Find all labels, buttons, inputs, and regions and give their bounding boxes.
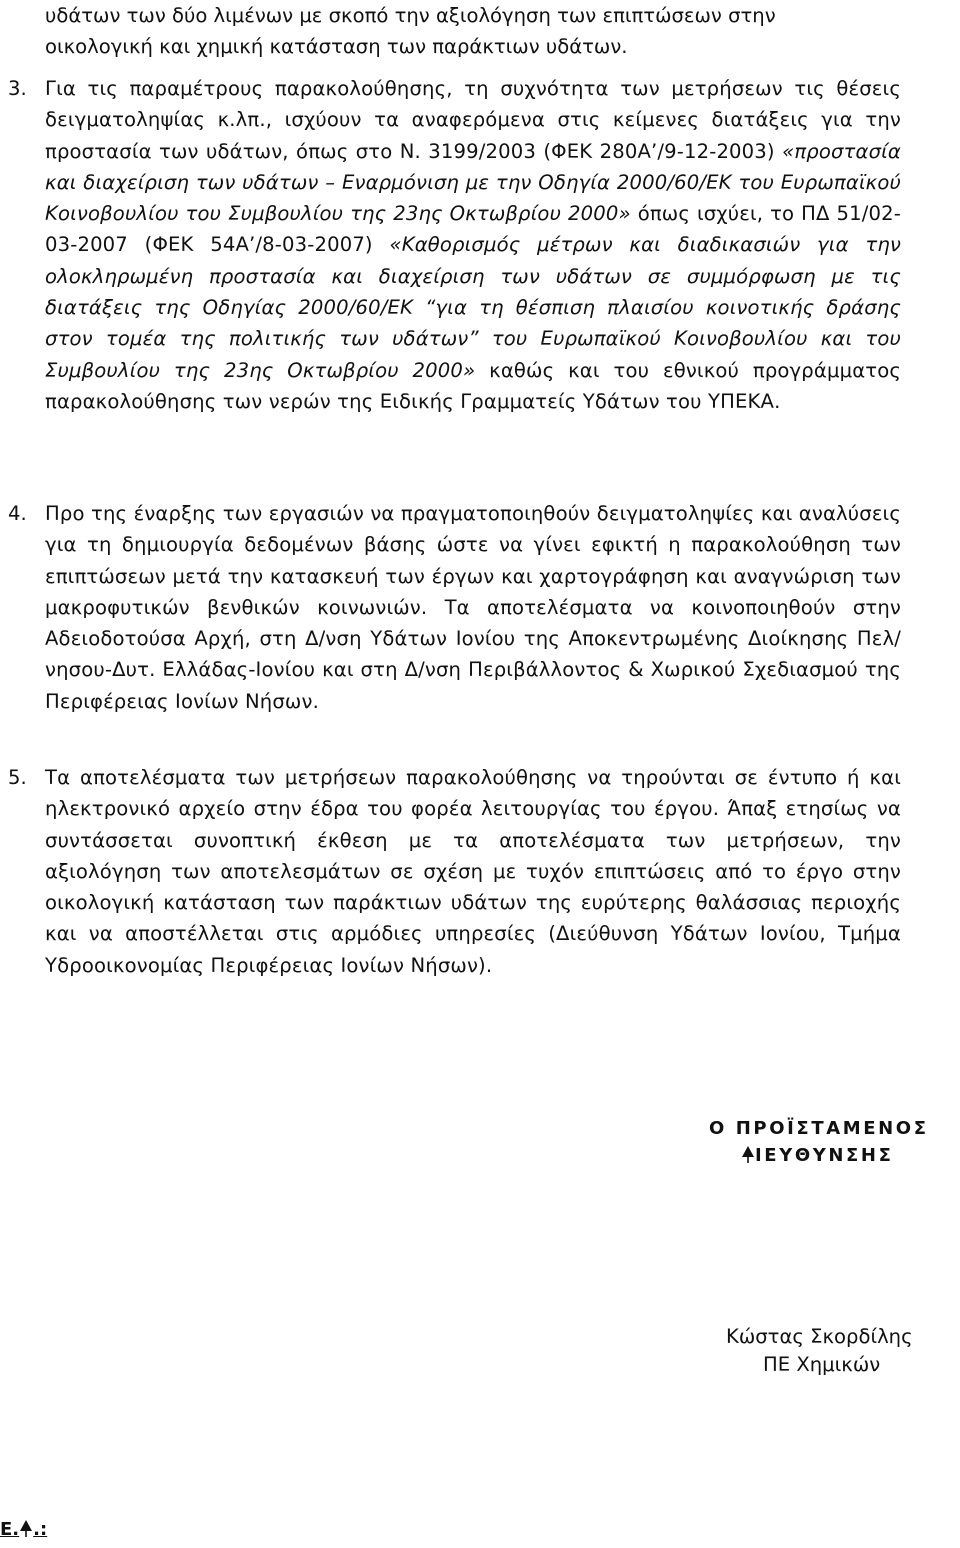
item-3-text-b: όπως ισχύει, το ΠΔ 51/02-03-2007 (ΦΕΚ 54Α’/8-03-2007) <box>45 202 901 257</box>
item-5-paragraph: Τα αποτελέσματα των μετρήσεων παρακολούθησης να τηρούνται σε έντυπο ή και ηλεκτρονικό αρχείο στην έδρα του φορέα λειτουργίας του έργου. Άπαξ ετησίως να συντάσσεται συνοπτική έκθεση με τα αποτελέσματα των μετρήσεων, την αξιολόγηση των αποτελεσμάτων σε σχέση με τυχόν επιπτώσεις από το έργο στην οικολογική κατάσταση των παράκτιων υδάτων της ευρύτερης θαλάσσιας περιοχής και να αποστέλλεται στις αρμόδιες υπηρεσίες (Διεύθυνση Υδάτων Ιονίου, Τμήμα Υδροοικονομίας Περιφέρειας Ιονίων Νήσων). <box>45 766 901 977</box>
delta-glyph-icon <box>19 1520 33 1537</box>
footer-abbreviation-suffix: .: <box>33 1519 48 1540</box>
continuation-line-1: υδάτων των δύο λιμένων με σκοπό την αξιολόγηση των επιπτώσεων στην <box>45 4 776 27</box>
signatory-role: ΠΕ Χημικών <box>763 1353 881 1376</box>
signature-title-line-2-text: ΙΕΥΘΥΝΣΗΣ <box>755 1145 894 1166</box>
footer-abbreviation <box>0 1519 47 1540</box>
item-3-line-2: θέσεις δειγματοληψίας κ.λπ., ισχύουν τα αναφερόμενα στις κείμενες <box>45 77 901 132</box>
item-3-text-a: διατάξεις για την προστασία των υδάτων, όπως στο Ν. 3199/2003 (ΦΕΚ 280Α’/9-12-2003) <box>45 108 901 163</box>
item-3-line-1: Για τις παραμέτρους παρακολούθησης, τη συχνότητα των μετρήσεων τις <box>45 77 825 100</box>
item-4-number: 4. <box>8 502 27 525</box>
signature-title-line-2 <box>741 1145 893 1166</box>
item-3-paragraph <box>45 73 901 417</box>
signature-title-line-1: Ο ΠΡΟΪΣΤΑΜΕΝΟΣ <box>709 1118 929 1139</box>
item-3-law-title: «προστασία και διαχείριση των υδάτων – Εναρμόνιση με την Οδηγία 2000/60/ΕΚ του Ευρωπαϊκού Κοινοβουλίου του Συμβουλίου της 23ης Οκτωβρίου 2000» <box>45 139 901 226</box>
item-3-number: 3. <box>8 77 27 100</box>
item-4-paragraph: Προ της έναρξης των εργασιών να πραγματοποιηθούν δειγματοληψίες και αναλύσεις για τη δημιουργία δεδομένων βάσης ώστε να γίνει εφικτή η παρακολούθηση των επιπτώσεων μετά την κατασκευή των έργων και χαρτογράφηση και αναγνώριση των μακροφυτικών βενθικών κοινωνιών. Τα αποτελέσματα να κοινοποιηθούν στην Αδειοδοτούσα Αρχή, στη Δ/νση Υδάτων Ιονίου της Αποκεντρωμένης Διοίκησης Πελ/νησου-Δυτ. Ελλάδας-Ιονίου και στη Δ/νση Περιβάλλοντος & Χωρικού Σχεδιασμού της Περιφέρειας Ιονίων Νήσων. <box>45 502 901 713</box>
delta-glyph-icon <box>741 1146 755 1163</box>
item-5-number: 5. <box>8 766 27 789</box>
signatory-name: Κώστας Σκορδίλης <box>726 1325 913 1348</box>
continuation-line-2: οικολογική και χημική κατάσταση των παράκτιων υδάτων. <box>45 35 628 58</box>
footer-abbreviation-prefix: Ε. <box>0 1519 20 1540</box>
item-3-text-c: καθώς και του εθνικού προγράμματος παρακολούθησης των νερών της Ειδικής Γραμματείς Υδάτων του ΥΠΕΚΑ. <box>45 358 901 413</box>
item-3-decree-title: «Καθορισμός μέτρων και διαδικασιών για την ολοκληρωμένη προστασία και διαχείριση των υδάτων σε συμμόρφωση με τις διατάξεις της Οδηγίας 2000/60/ΕΚ “για τη θέσπιση πλαισίου κοινοτικής δράσης στον τομέα της πολιτικής των υδάτων” του Ευρωπαϊκού Κοινοβουλίου και του Συμβουλίου της 23ης Οκτωβρίου 2000» <box>45 233 901 382</box>
